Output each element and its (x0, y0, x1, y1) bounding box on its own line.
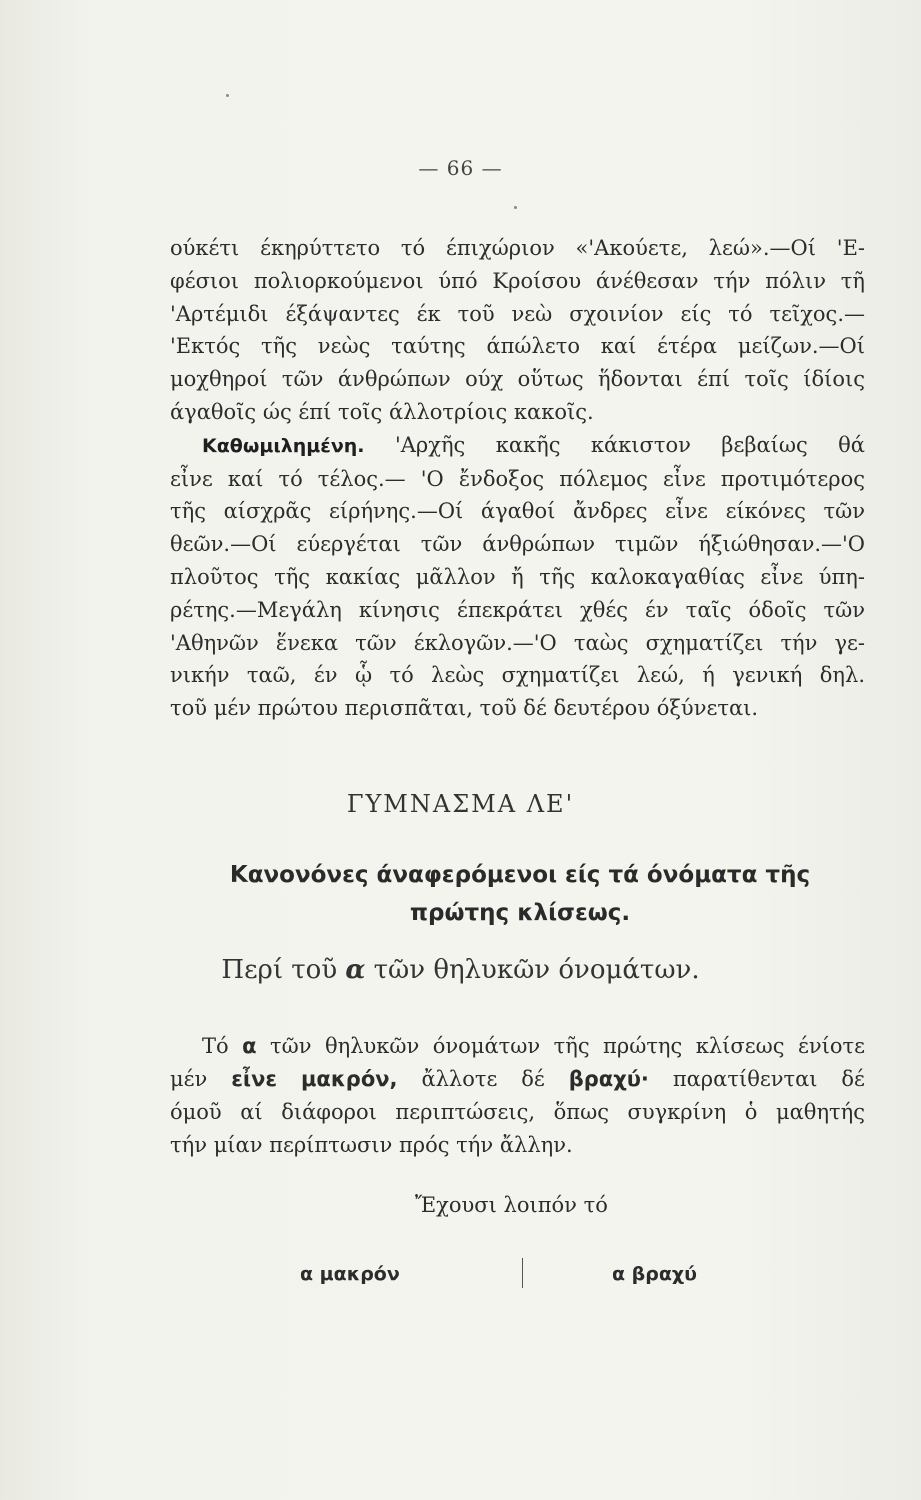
text-line: τῆς αίσχρᾶς είρήνης.—Οί άγαθοί ἄνδρες εἶνε είκόνες τῶν (170, 499, 865, 524)
text-line: ούκέτι έκηρύττετο τό έπιχώριον «'Ακούετε, λεώ».—Οί 'Ε- (170, 236, 865, 260)
section-header: ΓΥΜΝΑΣΜΑ ΛΕ' (346, 790, 575, 818)
column-heading-long-alpha: α μακρόν (300, 1263, 400, 1285)
text-line: φέσιοι πολιορκούμενοι ύπό Κροίσου άνέθεσαν τήν πόλιν τῆ (170, 268, 865, 293)
column-divider (522, 1258, 523, 1288)
text-segment: ἄλλοτε δέ (421, 1067, 545, 1091)
text-segment: 'Αρχῆς κακῆς κάκιστον βεβαίως θά (394, 432, 865, 457)
emphasis-word: μακρόν, (300, 1067, 398, 1091)
ink-speck (514, 206, 517, 209)
text-line: νικήν ταῶ, έν ᾧ τό λεὼς σχηματίζει λεώ, ή γενική δηλ. (170, 663, 865, 688)
subheading-text: τῶν θηλυκῶν όνομάτων. (373, 955, 700, 985)
rule-heading-line: πρώτης κλίσεως. (409, 900, 631, 926)
rule-heading-line: Κανονόνες άναφερόμενοι είς τά όνόματα τῆς (229, 862, 811, 888)
intro-line: όμοῦ αί διάφοροι περιπτώσεις, ὅπως συγκρίνη ὁ μαθητής (170, 1100, 865, 1124)
text-line: άγαθοῖς ώς έπί τοῖς άλλοτρίοις κακοῖς. (170, 399, 594, 424)
text-line: ρέτης.—Μεγάλη κίνησις έπεκράτει χθές έν ταῖς όδοῖς τῶν (170, 597, 865, 622)
text-line: 'Αθηνῶν ἕνεκα τῶν έκλογῶν.—'Ο ταὼς σχηματίζει τήν γε- (170, 630, 865, 655)
emphasis-word: εἶνε (231, 1067, 278, 1091)
text-line: 'Εκτός τῆς νεὼς ταύτης άπώλετο καί έτέρα μείζων.—Οί (170, 334, 865, 359)
subheading (0, 955, 921, 985)
ink-speck (226, 94, 229, 97)
text-segment: τῶν θηλυκῶν όνομάτων τῆς πρώτης κλίσεως ένίοτε (270, 1034, 865, 1058)
lead-word: Καθωμιλημένη. (202, 434, 365, 457)
paragraph-1 (170, 232, 865, 725)
rule-heading (190, 856, 850, 932)
text-segment: παρατίθενται δέ (672, 1067, 865, 1091)
intro-line (170, 1063, 865, 1096)
text-line: μοχθηροί τῶν άνθρώπων ούχ οὕτως ἥδονται έπί τοῖς ίδίοις (170, 367, 865, 392)
emphasis-word: βραχύ· (568, 1067, 649, 1091)
paragraph-2-first-line (170, 429, 865, 463)
intro-paragraph (170, 1030, 865, 1162)
intro-line (170, 1030, 865, 1063)
text-line: τοῦ μέν πρώτου περισπᾶται, τοῦ δέ δευτέρου όξύνεται. (170, 696, 759, 721)
intro-line: τήν μίαν περίπτωσιν πρός τήν ἄλλην. (170, 1133, 573, 1157)
column-heading-short-alpha: α βραχύ (612, 1263, 698, 1285)
alpha-letter: α (242, 1034, 257, 1058)
text-line: εἶνε καί τό τέλος.— 'Ο ἔνδοξος πόλεμος εἶνε προτιμότερος (170, 466, 865, 491)
exousi-line: Ἔχουσι λοιπόν τό (415, 1193, 608, 1217)
text-segment: μέν (170, 1067, 208, 1091)
page-number: — 66 — (418, 156, 503, 180)
text-line: 'Αρτέμιδι έξάψαντες έκ τοῦ νεὼ σχοινίον είς τό τεῖχος.— (170, 301, 865, 326)
subheading-letter: α (345, 955, 366, 985)
text-line: θεῶν.—Οί εύεργέται τῶν άνθρώπων τιμῶν ήξιώθησαν.—'Ο (170, 532, 865, 557)
text-segment: Τό (202, 1034, 229, 1058)
text-line: πλοῦτος τῆς κακίας μᾶλλον ἤ τῆς καλοκαγαθίας εἶνε ύπη- (170, 564, 865, 589)
subheading-text: Περί τοῦ (221, 955, 338, 985)
